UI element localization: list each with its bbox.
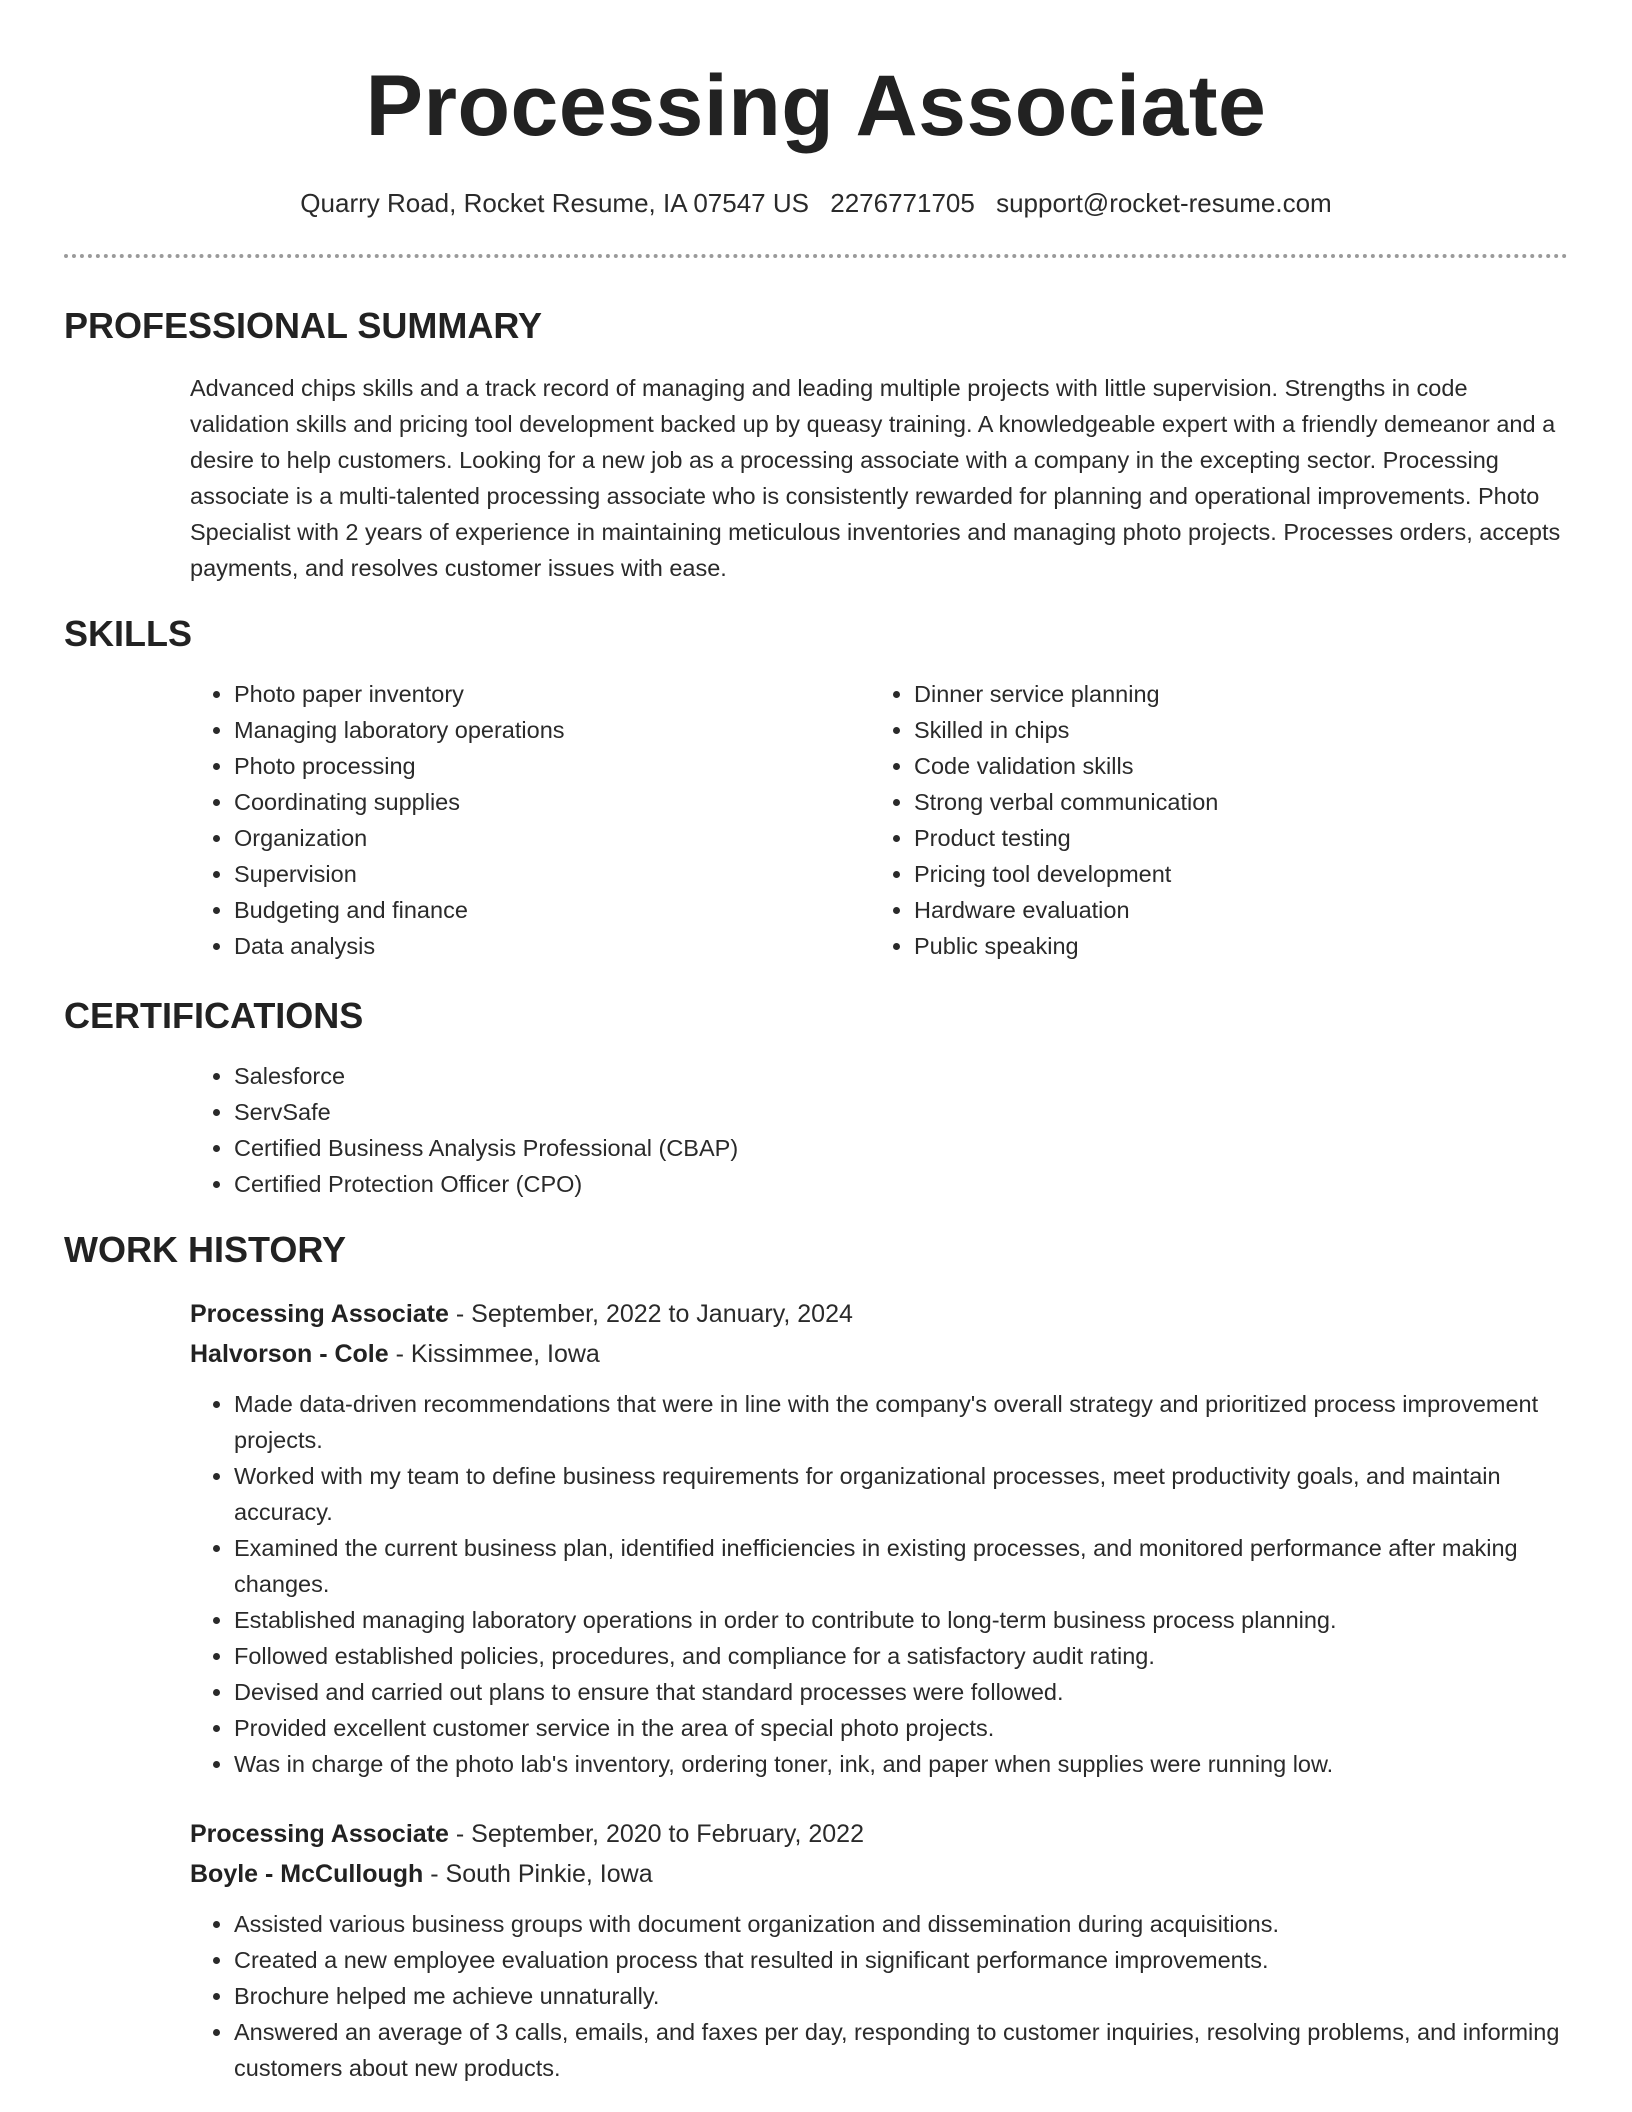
skill-item: • Supervision: [234, 856, 870, 892]
job-title-line: [190, 1814, 1568, 1854]
summary-heading: PROFESSIONAL SUMMARY: [64, 305, 543, 346]
job-duty: • Followed established policies, procedures, and compliance for a satisfactory audit rating.: [234, 1638, 1568, 1674]
skill-item: • Skilled in chips: [914, 712, 1550, 748]
job-duty: • Created a new employee evaluation process that resulted in significant performance improvements.: [234, 1942, 1568, 1978]
job-duty: • Devised and carried out plans to ensure that standard processes were followed.: [234, 1674, 1568, 1710]
skill-item: • Public speaking: [914, 928, 1550, 964]
job-duty: • Answered an average of 3 calls, emails, and faxes per day, responding to customer inquiries, resolving problems, and informing customers about new products.: [234, 2014, 1568, 2086]
skill-item: • Budgeting and finance: [234, 892, 870, 928]
job-duty: • Made data-driven recommendations that were in line with the company's overall strategy and prioritized process improvement projects.: [234, 1386, 1568, 1458]
skill-item: • Photo paper inventory: [234, 676, 870, 712]
resume-header: [64, 0, 1568, 220]
certification-item: • ServSafe: [234, 1094, 1568, 1130]
job-duty: • Provided excellent customer service in the area of special photo projects.: [234, 1710, 1568, 1746]
job-duties-list: [190, 1386, 1568, 1782]
contact-address: Quarry Road, Rocket Resume, IA 07547 US: [300, 188, 809, 218]
job-company: Halvorson - Cole: [190, 1340, 389, 1368]
job-title: Processing Associate: [190, 1300, 449, 1328]
skill-item: • Code validation skills: [914, 748, 1550, 784]
job-duties-list: [190, 1906, 1568, 2086]
job-title: Processing Associate: [190, 1820, 449, 1848]
job-entry: [190, 1294, 1568, 1782]
job-duty: • Examined the current business plan, identified inefficiencies in existing processes, and monitored performance after making changes.: [234, 1530, 1568, 1602]
candidate-name: Processing Associate: [365, 58, 1267, 154]
skill-item: • Managing laboratory operations: [234, 712, 870, 748]
contact-email: support@rocket-resume.com: [996, 188, 1332, 218]
skill-item: • Strong verbal communication: [914, 784, 1550, 820]
summary-text: Advanced chips skills and a track record of managing and leading multiple projects with little supervision. Strengths in code validation skills and pricing tool development backed up by queasy training. A knowledgeable expert with a friendly demeanor and a desire to help customers. Looking for a new job as a processing associate with a company in the excepting sector. Processing associate is a multi-talented processing associate who is consistently rewarded for planning and operational improvements. Photo Specialist with 2 years of experience in maintaining meticulous inventories and managing photo projects. Processes orders, accepts payments, and resolves customer issues with ease.: [190, 375, 1561, 581]
contact-phone: 2276771705: [830, 188, 975, 218]
job-company-line: [190, 1334, 1568, 1374]
skill-item: • Data analysis: [234, 928, 870, 964]
certification-item: • Salesforce: [234, 1058, 1568, 1094]
job-company: Boyle - McCullough: [190, 1860, 424, 1888]
certification-item: • Certified Protection Officer (CPO): [234, 1166, 1568, 1202]
job-dates: - September, 2022 to January, 2024: [448, 1300, 853, 1328]
skill-item: • Product testing: [914, 820, 1550, 856]
certification-item: • Certified Business Analysis Professional (CBAP): [234, 1130, 1568, 1166]
job-duty: • Was in charge of the photo lab's inventory, ordering toner, ink, and paper when supplies were running low.: [234, 1746, 1568, 1782]
certifications-list: [190, 1058, 1568, 1202]
skills-list-left: [190, 676, 870, 964]
job-entry: [190, 1814, 1568, 2086]
certifications-block: [190, 1058, 1568, 1202]
contact-line: [64, 186, 1568, 220]
skill-item: • Dinner service planning: [914, 676, 1550, 712]
job-dates: - September, 2020 to February, 2022: [448, 1820, 864, 1848]
skill-item: • Pricing tool development: [914, 856, 1550, 892]
job-title-line: [190, 1294, 1568, 1334]
job-duty: • Brochure helped me achieve unnaturally.: [234, 1978, 1568, 2014]
skills-column-right: [870, 676, 1550, 964]
header-divider: [64, 254, 1568, 258]
job-duty: • Assisted various business groups with document organization and dissemination during acquisitions.: [234, 1906, 1568, 1942]
job-location: - South Pinkie, Iowa: [423, 1860, 653, 1888]
skill-item: • Hardware evaluation: [914, 892, 1550, 928]
skill-item: • Coordinating supplies: [234, 784, 870, 820]
skills-columns: [190, 676, 1568, 964]
work-history-heading: WORK HISTORY: [64, 1229, 347, 1270]
job-location: - Kissimmee, Iowa: [388, 1340, 600, 1368]
skills-column-left: [190, 676, 870, 964]
skill-item: • Photo processing: [234, 748, 870, 784]
certifications-heading: CERTIFICATIONS: [64, 995, 364, 1036]
job-duty: • Established managing laboratory operations in order to contribute to long-term business process planning.: [234, 1602, 1568, 1638]
job-duty: • Worked with my team to define business requirements for organizational processes, meet productivity goals, and maintain accuracy.: [234, 1458, 1568, 1530]
skills-heading: SKILLS: [64, 613, 193, 654]
job-company-line: [190, 1854, 1568, 1894]
skill-item: • Organization: [234, 820, 870, 856]
skills-list-right: [870, 676, 1550, 964]
